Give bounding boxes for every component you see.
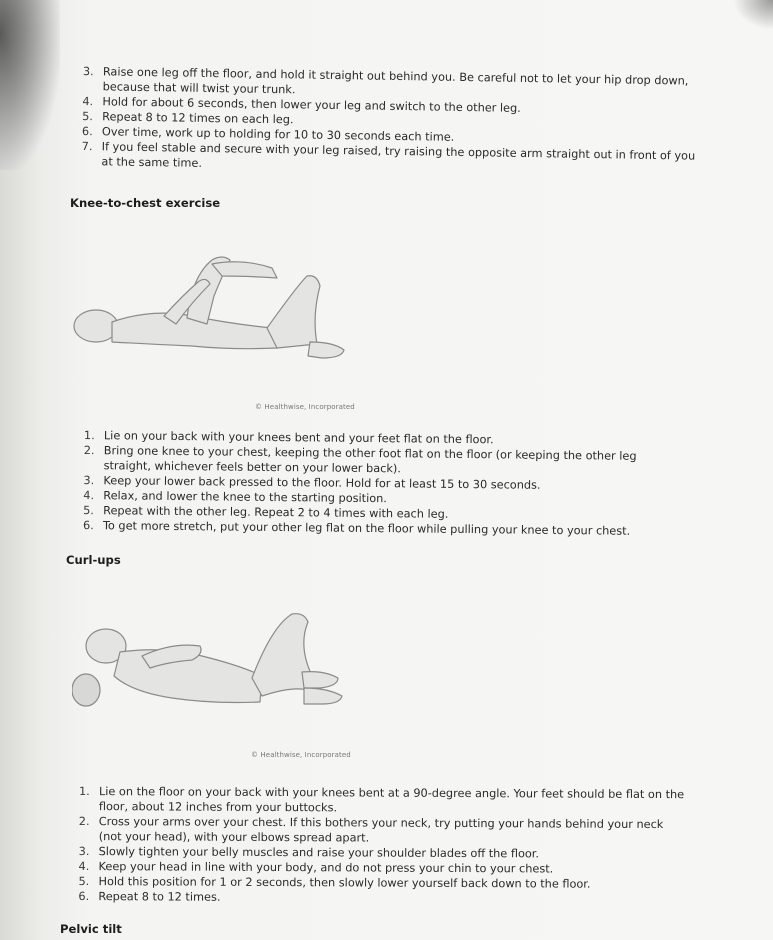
shin-shape: [212, 262, 277, 278]
foot-shape-2: [304, 688, 342, 704]
page-shadow: [0, 0, 60, 170]
list-number: 4.: [83, 488, 95, 503]
list-item: [79, 814, 689, 847]
other-leg-shape: [267, 276, 320, 348]
list-text: Slowly tighten your belly muscles and raise your shoulder blades off the floor.: [98, 845, 540, 861]
list-text: Relax, and lower the knee to the starting position.: [103, 489, 387, 506]
page-shadow-top: [733, 0, 773, 30]
instruction-list-knee-to-chest: [83, 428, 684, 539]
list-number: 4.: [82, 94, 94, 109]
list-number: 3.: [78, 844, 90, 859]
list-number: 2.: [78, 814, 90, 829]
instruction-list-previous: [81, 64, 703, 179]
list-number: 5.: [82, 109, 94, 124]
list-text: Keep your lower back pressed to the floor. Hold for at least 15 to 30 seconds.: [103, 474, 541, 492]
list-text: Repeat 8 to 12 times.: [98, 890, 221, 904]
list-number: 6.: [82, 518, 94, 533]
list-number: 3.: [82, 64, 94, 79]
foot-shape: [302, 672, 338, 688]
list-text: Cross your arms over your chest. If this bothers your neck, try putting your hands behind your neck (not your head), with your elbows spread apart.: [98, 815, 664, 845]
list-text: Keep your head in line with your body, and do not press your chin to your chest.: [98, 860, 554, 876]
section-heading-knee-to-chest: Knee-to-chest exercise: [70, 196, 221, 210]
foot-shape: [308, 342, 344, 358]
list-text: If you feel stable and secure with your leg raised, try raising the opposite arm straight out in front of you at the same time.: [101, 140, 696, 170]
list-text: To get more stretch, put your other leg flat on the floor while pulling your knee to your chest.: [102, 519, 631, 538]
list-number: 5.: [78, 874, 90, 889]
list-number: 7.: [81, 139, 93, 154]
image-credit: © Healthwise, Incorporated: [255, 403, 355, 411]
list-text: Lie on the floor on your back with your knees bent at a 90-degree angle. Your feet should be flat on the floor, about 12 inches from your buttocks.: [98, 785, 685, 815]
section-heading-pelvic-tilt: Pelvic tilt: [60, 922, 122, 936]
list-number: 5.: [83, 503, 94, 518]
list-text: Bring one knee to your chest, keeping the other foot flat on the floor (or keeping the other leg straight, whichever feels better on your lower back).: [103, 444, 637, 476]
list-text: Lie on your back with your knees bent and your feet flat on the floor.: [103, 429, 494, 447]
list-text: Hold this position for 1 or 2 seconds, then slowly lower yourself back down to the floor.: [98, 875, 591, 891]
list-number: 6.: [81, 124, 93, 139]
list-text: Over time, work up to holding for 10 to 30 seconds each time.: [101, 125, 455, 144]
list-text: Hold for about 6 seconds, then lower your leg and switch to the other leg.: [102, 95, 521, 115]
list-item: [79, 784, 689, 817]
instruction-list-curl-ups: [78, 784, 689, 907]
knee-to-chest-illustration: [72, 246, 362, 376]
list-text: Raise one leg off the floor, and hold it straight out behind you. Be careful not to let your hip drop down, because that will twist your trunk.: [102, 65, 689, 97]
list-number: 6.: [78, 889, 90, 904]
list-number: 1.: [83, 428, 95, 443]
list-text: Repeat 8 to 12 times on each leg.: [102, 110, 294, 127]
list-item: [78, 889, 688, 907]
section-heading-curl-ups: Curl-ups: [66, 553, 121, 567]
list-number: 3.: [83, 473, 95, 488]
curl-ups-illustration: [72, 606, 362, 721]
list-text: Repeat with the other leg. Repeat 2 to 4 times with each leg.: [103, 504, 449, 521]
pillow-shape: [72, 674, 100, 706]
image-credit: © Healthwise, Incorporated: [251, 751, 351, 759]
list-number: 2.: [83, 443, 95, 458]
list-number: 1.: [78, 785, 90, 799]
list-number: 4.: [78, 859, 90, 874]
